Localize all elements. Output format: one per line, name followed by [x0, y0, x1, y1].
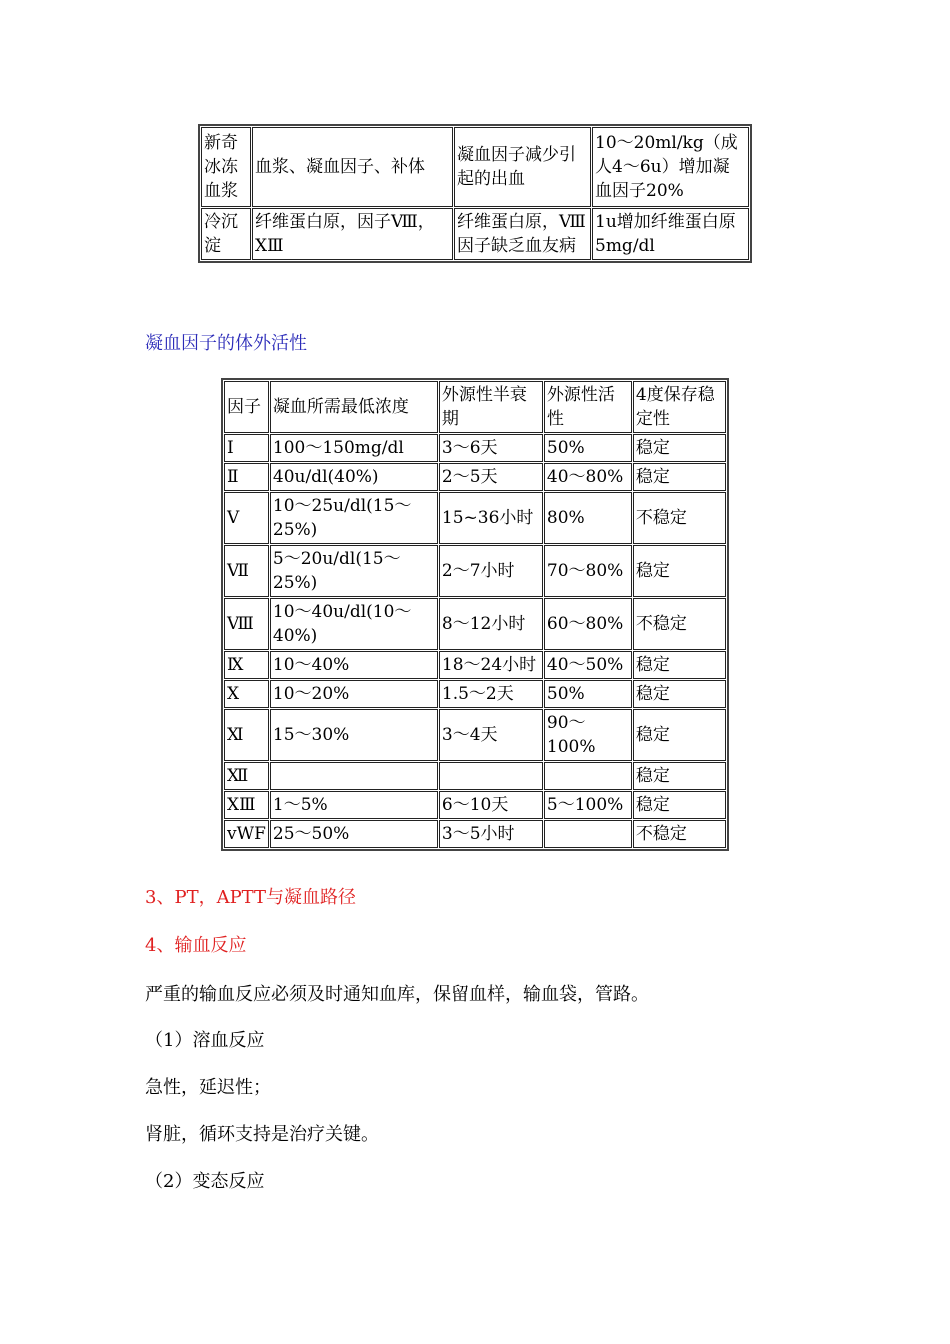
paragraph: （1）溶血反应 — [145, 1030, 265, 1051]
table-cell: 8～12小时 — [439, 598, 543, 650]
table-cell: Ⅶ — [224, 545, 269, 597]
table-cell: 40～80% — [544, 463, 632, 491]
paragraph: 急性，延迟性； — [145, 1077, 271, 1098]
table-row — [224, 463, 726, 491]
table-cell: 不稳定 — [633, 598, 726, 650]
table-cell: 1u增加纤维蛋白原5mg/dl — [592, 208, 749, 260]
table-row — [224, 762, 726, 790]
table-header-row — [224, 381, 726, 433]
table-cell: 40u/dl(40%) — [270, 463, 438, 491]
table-cell: 3～6天 — [439, 434, 543, 462]
table-cell: 10～20ml/kg（成人4～6u）增加凝血因子20% — [592, 127, 749, 207]
table-cell: 60～80% — [544, 598, 632, 650]
table-cell — [439, 762, 543, 790]
table-cell: 50% — [544, 434, 632, 462]
table-cell: Ⅻ — [224, 762, 269, 790]
table-row — [224, 545, 726, 597]
table-row — [224, 651, 726, 679]
table-cell: 稳定 — [633, 463, 726, 491]
table-cell: 2～7小时 — [439, 545, 543, 597]
table-cell: Ⅰ — [224, 434, 269, 462]
table-cell: 90～100% — [544, 709, 632, 761]
table-cell: 稳定 — [633, 680, 726, 708]
table-cell: 不稳定 — [633, 492, 726, 544]
table-cell: 凝血因子减少引起的出血 — [454, 127, 591, 207]
table-cell: 稳定 — [633, 762, 726, 790]
table-cell: 10～20% — [270, 680, 438, 708]
table-cell: 冷沉淀 — [201, 208, 251, 260]
table-cell: Ⅹ — [224, 680, 269, 708]
table-cell: vWF — [224, 820, 269, 848]
table-cell: 稳定 — [633, 434, 726, 462]
table-cell: 1.5～2天 — [439, 680, 543, 708]
table-cell: Ⅴ — [224, 492, 269, 544]
table-cell — [544, 762, 632, 790]
table-row — [224, 791, 726, 819]
blood-products-table — [198, 124, 752, 263]
table-cell: Ⅷ — [224, 598, 269, 650]
paragraph: 肾脏，循环支持是治疗关键。 — [145, 1124, 379, 1145]
column-header: 外源性半衰期 — [439, 381, 543, 433]
table-row — [224, 598, 726, 650]
column-header: 4度保存稳定性 — [633, 381, 726, 433]
table-cell: 血浆、凝血因子、补体 — [252, 127, 453, 207]
table-cell: 不稳定 — [633, 820, 726, 848]
table-cell: 10～40u/dl(10～40%) — [270, 598, 438, 650]
table-row — [201, 208, 749, 260]
table-cell: 稳定 — [633, 709, 726, 761]
table-cell — [270, 762, 438, 790]
table-cell: 新奇冰冻血浆 — [201, 127, 251, 207]
table-row — [201, 127, 749, 207]
table-cell: 6～10天 — [439, 791, 543, 819]
table-row — [224, 680, 726, 708]
table-cell: 5～100% — [544, 791, 632, 819]
table-cell: Ⅱ — [224, 463, 269, 491]
table-cell: 3～5小时 — [439, 820, 543, 848]
table-cell: 3～4天 — [439, 709, 543, 761]
table-cell: 15～30% — [270, 709, 438, 761]
table-row — [224, 820, 726, 848]
table-cell: ⅩⅢ — [224, 791, 269, 819]
table-cell: 100～150mg/dl — [270, 434, 438, 462]
table-cell: 稳定 — [633, 545, 726, 597]
table-cell: 2～5天 — [439, 463, 543, 491]
table-cell: 1～5% — [270, 791, 438, 819]
coagulation-factors-table — [221, 378, 729, 851]
table-cell: 18～24小时 — [439, 651, 543, 679]
table-cell: 70～80% — [544, 545, 632, 597]
column-header: 外源性活性 — [544, 381, 632, 433]
section-title: 凝血因子的体外活性 — [145, 333, 307, 354]
table-cell — [544, 820, 632, 848]
table-cell: 稳定 — [633, 791, 726, 819]
heading-transfusion-reaction: 4、输血反应 — [145, 935, 247, 956]
table-cell: 纤维蛋白原，因子Ⅷ，ⅩⅢ — [252, 208, 453, 260]
column-header: 凝血所需最低浓度 — [270, 381, 438, 433]
table-cell: 50% — [544, 680, 632, 708]
table-cell: 纤维蛋白原，Ⅷ因子缺乏血友病 — [454, 208, 591, 260]
table-cell: Ⅸ — [224, 651, 269, 679]
table-cell: 80% — [544, 492, 632, 544]
column-header: 因子 — [224, 381, 269, 433]
table-row — [224, 492, 726, 544]
table-cell: 5～20u/dl(15～25%) — [270, 545, 438, 597]
table-row — [224, 434, 726, 462]
table-cell: 25～50% — [270, 820, 438, 848]
table-cell: 40～50% — [544, 651, 632, 679]
table-cell: 10～40% — [270, 651, 438, 679]
table-cell: 10～25u/dl(15～25%) — [270, 492, 438, 544]
heading-pt-aptt: 3、PT，APTT与凝血路径 — [145, 887, 357, 908]
table-row — [224, 709, 726, 761]
table-cell: 15~36小时 — [439, 492, 543, 544]
table-cell: Ⅺ — [224, 709, 269, 761]
paragraph: 严重的输血反应必须及时通知血库，保留血样，输血袋，管路。 — [145, 984, 649, 1005]
table-cell: 稳定 — [633, 651, 726, 679]
paragraph: （2）变态反应 — [145, 1171, 265, 1192]
